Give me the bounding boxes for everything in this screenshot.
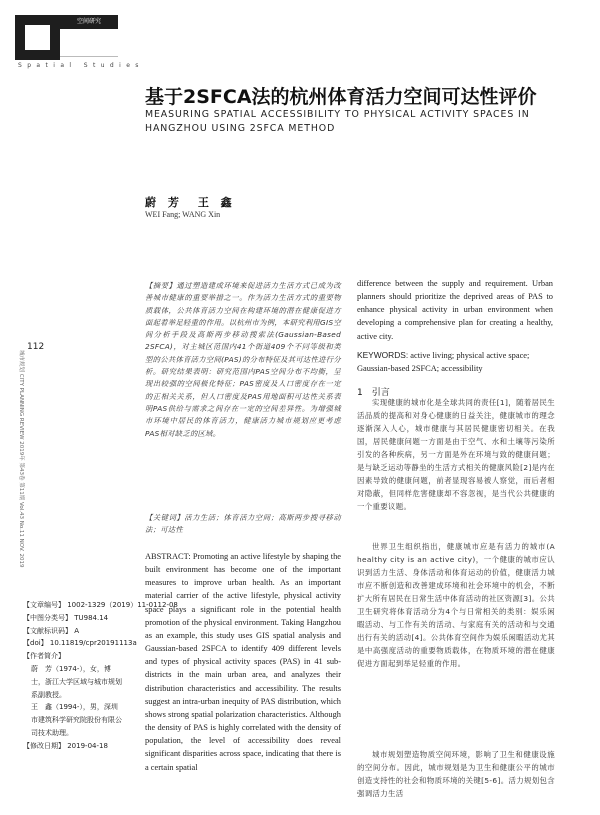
clc-number: 【中图分类号】 TU984.14 xyxy=(23,613,109,622)
body-paragraph: 城市规划塑造物质空间环境，影响了卫生和健康设施的空间分布。因此，城市规划是为卫生和健康公平的城市创造支持性的社会和物质环境的关键[5-6]。活力规划包含强调活力生活 xyxy=(357,750,555,798)
article-title-cn: 基于2SFCA法的杭州体育活力空间可达性评价 xyxy=(145,86,537,108)
keywords-en-label: KEYWORDS: xyxy=(357,350,409,360)
section-heading: 1 引言 xyxy=(357,388,390,398)
body-paragraph: 实现健康的城市化是全球共同的责任[1]，随着居民生活品质的提高和对身心健康的日益关注，健康城市的理念逐渐深入人心，城市健康与其居民健康密切相关。在我国，居民健康问题一方面是由于空气、水和土壤等污染所引发的各种疾病，另一方面是外在环境与致的健康问题；是与缺乏运动等静坐的生活方式相关的健康风险[2]是内在因素导致的健康问题，前者显现容易被人察觉，而后者相对隐蔽，但同样危害健康却不容忽视，是当代公共健康的一个重要议题。 xyxy=(357,398,555,511)
keywords-en xyxy=(357,349,553,375)
abstract-en: ABSTRACT: Promoting an active lifestyle by shaping the built environment has become one of the important measures to improve urban health. As an important material carrier of the active lifestyle, physical activity space plays a significant role in the potential health promotion of the physical environment. Taking Hangzhou as an example, this study uses GIS spatial analysis and Gaussian-based 2SFCA to identify 409 different levels and types of physical activity spaces (PAS) in 41 sub-districts in the main urban area, and analyzes their distribution characteristics and accessibility. The results suggest an intra-urban inequity of PAS distribution, which shows strong spatial polarization characteristics. Although the density of PAS is highly correlated with the density of population, the level of accessibility does reveal significant disparities across space, indicating that there is a certain spatial xyxy=(145,552,341,772)
side-journal-text: 城市规划 CITY PLANNING REVIEW 2019年 第43卷 第11期 Vol.43 No.11 NOV. 2019 xyxy=(18,350,24,568)
divider xyxy=(60,56,118,57)
article-metadata xyxy=(23,599,178,753)
author-2-info: 王 鑫（1994-），男，深圳市建筑科学研究院股份有限公司技术助理。 xyxy=(31,703,122,737)
revised-date: 【修改日期】 2019-04-18 xyxy=(23,741,108,750)
author-info-label: 【作者简介】 xyxy=(23,652,65,661)
abstract-cn: 【摘要】通过塑造建成环境来促进活力生活方式已成为改善城市健康的重要举措之一。作为活力生活方式的重要物质载体，公共体育活力空间在构建环境的潜在健康促进方面起着举足轻重的作用。以杭州市为例，本研究利用GIS空间分析手段及高斯两步移动搜索法(Gaussian-Based 2SFCA)，对主城区范围内41个街道409个不同等级和类型的公共体育活力空间(PAS)的分布特征及其可达性进行分析。研究结果表明：研究范围内PAS空间分布不均衡，呈现出较强的空间极化特征；PAS密度及人口密度存在一定的正相关关系，但人口密度及PAS用地面积可达性关系表明PAS供给与需求之间存在一定的空间差异性。为增强城市环境中居民的体育活力，健康活力城市规划应更考虑PAS相对缺乏的区域。 xyxy=(145,281,341,438)
journal-logo-inner xyxy=(25,25,50,50)
page-number: 112 xyxy=(27,342,45,352)
article-title-en: MEASURING SPATIAL ACCESSIBILITY TO PHYSICAL ACTIVITY SPACES IN HANGZHOU USING 2SFCA METHOD xyxy=(145,109,530,134)
authors-en: WEI Fang; WANG Xin xyxy=(145,210,221,219)
body-paragraph: 世界卫生组织指出，健康城市应是有活力的城市(A healthy city is an active city)，一个健康的城市应认识到活力生活、身体活动和体育运动的价值，健康活力城市应不断创造和改善建成环境和社会环境中的机会，不断扩大所有居民在日常生活中体育活动的社区资源[3]。公共卫生研究将体育活动分为4个与日常相关的类别：娱乐闲暇活动、与工作有关的活动、与家庭有关的活动和与交通出行有关的活动[4]。公共体育空间作为娱乐闲暇活动尤其是中高强度活动的重要物质载体，在物质环境的潜在健康促进方面起到举足轻重的作用。 xyxy=(357,542,555,668)
doi: 【doi】 10.11819/cpr20191113a xyxy=(23,639,137,648)
authors-cn: 蔚 芳 王 鑫 xyxy=(145,196,236,209)
side-journal-info xyxy=(16,350,30,568)
author-1-info: 蔚 芳（1974-），女，博士，浙江大学区域与城市规划系副教授。 xyxy=(31,664,122,699)
keywords-cn: 【关键词】活力生活；体育活力空间；高斯两步搜寻移动法；可达性 xyxy=(145,513,341,535)
keywords-en-text: active living; physical active space; Gaussian-based 2SFCA; accessibility xyxy=(357,351,530,373)
document-code: 【文献标识码】 A xyxy=(23,626,80,635)
journal-section-tag: 空间研究 xyxy=(60,15,118,29)
article-number: 【文章编号】 1002-1329（2019）11-0112-08 xyxy=(23,601,178,609)
abstract-en-continued: difference between the supply and requirement. Urban planners should prioritize the deprived areas of PAS to enhance physical activity in urban environment when developing a comprehensive plan for creating a healthy, active city. xyxy=(357,279,553,341)
journal-section-en: Spatial Studies xyxy=(18,62,144,69)
